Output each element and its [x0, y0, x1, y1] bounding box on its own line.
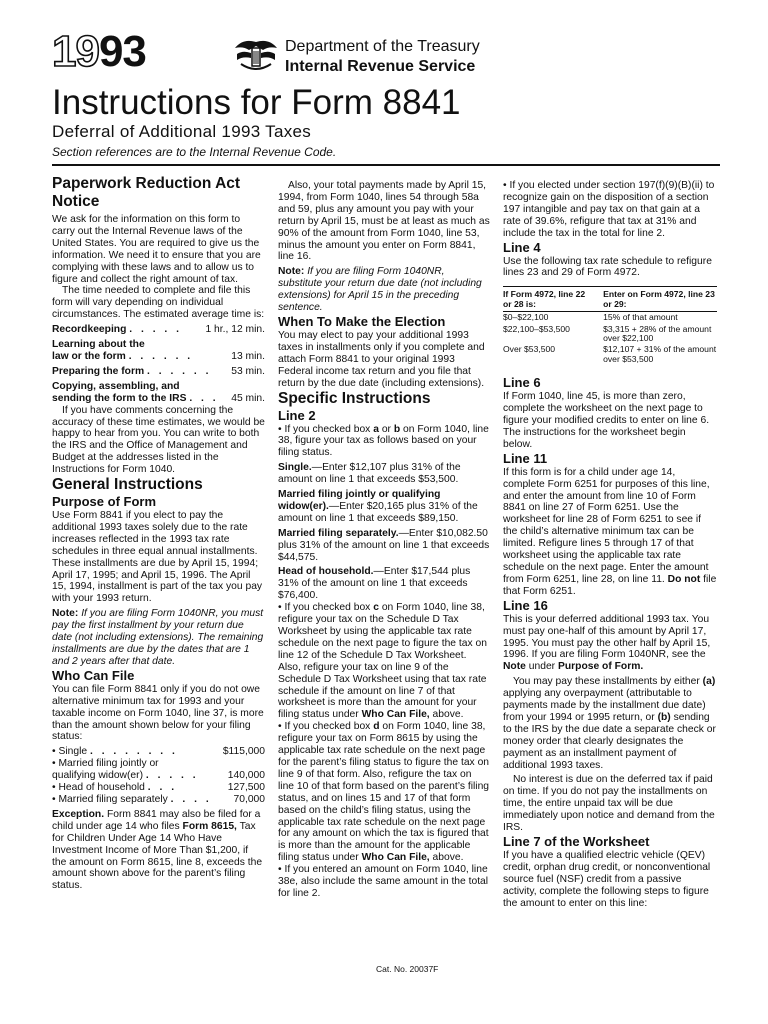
- time-row-learning: Learning about the law or the form . . . . . . 13 min.: [52, 339, 265, 362]
- table-row: $0–$22,100 15% of that amount: [503, 312, 678, 323]
- interest-paragraph: No interest is due on the deferred tax if paid on time. If you do not pay the installments on time, the entire unpaid tax will be due immediately upon notice and demand from the IRS.: [503, 774, 715, 834]
- line2-bullet-d: • If you checked box d on Form 1040, line 38, refigure your tax on Form 8615 by using the applicable tax rate schedule on the next page for the parent’s filing status to figure the tax on line 9 of that form. Also, refigure the tax on line 10 of that form based on the parent’s filing status, and on lines 15 and 17 of that form based on the child’s filing status, using the applicable tax rate schedule on the next page for any amount on which the tax is figured that is more than the amount for the applicable filing status under Who Can File, above.: [278, 721, 490, 864]
- agency-name: Internal Revenue Service: [285, 58, 476, 75]
- page-subtitle: Deferral of Additional 1993 Taxes: [52, 122, 312, 141]
- column-left: [52, 175, 265, 892]
- line11-paragraph: If this form is for a child under age 14, complete Form 6251 for purposes of this line, and enter the amount from line 10 of Form 8841 on line 27 of Form 6251. Use the worksheet for line 28 of Form 6251 to see if the child’s alternative minimum tax can be limited. Refigure lines 5 through 17 of that worksheet using the applicable tax rate schedule on the next page. Enter the amount from Form 6251, line 28, on line 11. Do not file that Form 6251.: [503, 466, 717, 597]
- line7-worksheet-heading: Line 7 of the Worksheet: [503, 834, 650, 849]
- column-right: [503, 180, 717, 910]
- line7-worksheet-paragraph: If you have a qualified electric vehicle (QEV) credit, orphan drug credit, or nonconventional source fuel (NSF) credit from a passive activity, complete the following steps to figure the amount to enter on this line:: [503, 850, 711, 909]
- section197-bullet: • If you elected under section 197(f)(9)(B)(ii) to recognize gain on the disposition of a section 197 intangible and pay tax on that gain at a rate of 39.6%, refigure that tax at 31% and include the tax in the total for line 2.: [503, 180, 715, 239]
- exception-paragraph: Exception. Form 8841 may also be filed for a child under age 14 who files Form 8615, Tax for Children Under Age 14 Who Have Investment Income of More Than $1,200, if the amount on Form 8615, line 8, exceeds the amount shown above for the parent’s filing status.: [52, 808, 263, 892]
- line16-paragraph: This is your deferred additional 1993 tax. You must pay one-half of this amount by April 17, 1995. You must pay the other half by April 15, 1996. If you are filing Form 1040NR, see the Note under Purpose of Form.: [503, 613, 711, 673]
- filing-status-mfs: • Married filing separately . . . . 70,000: [52, 793, 265, 805]
- header-divider: [52, 164, 720, 166]
- line6-heading: Line 6: [503, 375, 541, 391]
- catalog-number: Cat. No. 20037F: [376, 964, 439, 974]
- form4972-rate-table: [503, 286, 717, 365]
- purpose-note: Note: If you are filing Form 1040NR, you must pay the first installment by your return due date (not including extensions). The remaining installments are due by the dates that are 1 and 2 years after that date.: [52, 608, 264, 667]
- time-needed-paragraph: The time needed to complete and file this form will vary depending on individual circumstances. The estimated average time is:: [52, 285, 265, 321]
- tax-year: 1993: [52, 27, 146, 76]
- installments-paragraph: You may pay these installments by either (a) applying any overpayment (attributable to payments made by the installment due date) from your 1994 or 1995 return, or (b) sending to the IRS by the due date a separate check or money order that clearly designates the payment as an installment payment of additional 1993 taxes.: [503, 676, 716, 771]
- table-row: Over $53,500 $12,107 + 31% of the amount over $53,500: [503, 344, 717, 364]
- purpose-paragraph: Use Form 8841 if you elect to pay the additional 1993 taxes solely due to the rate increases reflected in the 1993 tax rate schedules in three equal annual installments. These installments are due by April 15, 1994; April 17, 1995; and April 15, 1996. The April 15, 1994, installment is part of the tax you pay with your 1993 return.: [52, 510, 263, 605]
- line11-heading: Line 11: [503, 450, 548, 466]
- table-header-cell: If Form 4972, line 22 or 28 is:: [503, 287, 589, 312]
- who-can-file-heading: Who Can File: [52, 667, 135, 683]
- when-to-elect-paragraph: You may elect to pay your additional 1993 taxes in installments only if you complete and attach Form 8841 to your original 1993 Federal income tax return and you file that return by the due date (including extensions).: [278, 329, 485, 389]
- specific-instructions-heading: Specific Instructions: [278, 389, 431, 407]
- column-middle: [278, 180, 490, 900]
- purpose-heading: Purpose of Form: [52, 494, 157, 510]
- total-payments-paragraph: Also, your total payments made by April 15, 1994, from Form 1040, lines 54 through 58a and 59, plus any amount you pay with your return by April 15, must be at least as much as 90% of the amount from Form 1040, line 53, minus the amount you enter on Form 8841, line 16.: [278, 180, 490, 263]
- line4-heading: Line 4: [503, 239, 541, 255]
- page-title: Instructions for Form 8841: [52, 83, 461, 122]
- col2-note: Note: If you are filing Form 1040NR, substitute your return due date (not including extensions) for April 15 in the preceding sentence.: [278, 266, 482, 314]
- rate-hoh: Head of household.—Enter $17,544 plus 31% of the amount on line 1 that exceeds $76,400.: [278, 566, 471, 602]
- time-row-recordkeeping: Recordkeeping . . . . . 1 hr., 12 min.: [52, 324, 265, 336]
- rate-mfj: Married filing jointly or qualifying widow(er).—Enter $20,165 plus 31% of the amount on line 1 that exceeds $89,150.: [278, 489, 478, 524]
- line6-paragraph: If Form 1040, line 45, is more than zero, complete the worksheet on the next page to figure your modified credits to enter on line 6. The instructions for the worksheet begin below.: [503, 391, 710, 450]
- line2-bullet-38e: • If you entered an amount on Form 1040, line 38e, also include the same amount in the total for line 2.: [278, 864, 489, 899]
- rate-single: Single.—Enter $12,107 plus 31% of the amount on line 1 that exceeds $53,500.: [278, 462, 461, 486]
- line4-paragraph: Use the following tax rate schedule to refigure lines 23 and 29 of Form 4972.: [503, 255, 712, 279]
- rate-mfs: Married filing separately.—Enter $10,082.50 plus 31% of the amount on line 1 that exceeds $44,575.: [278, 527, 490, 563]
- table-header-cell: Enter on Form 4972, line 23 or 29:: [589, 287, 717, 312]
- filing-status-single: • Single . . . . . . . . $115,000: [52, 746, 265, 758]
- line2-bullet-c: • If you checked box c on Form 1040, line 38, refigure your tax on the Schedule D Tax Worksheet by using the applicable tax rate schedule on the next page to figure the tax on line 12 of the Schedule D Tax Worksheet. Also, refigure your tax on line 9 of the Schedule D Tax Worksheet using that tax rate schedule if the amount on line 7 of that worksheet is more than the amount for your filing status under Who Can File, above.: [278, 602, 487, 721]
- who-can-file-paragraph: You can file Form 8841 only if you do not owe alternative minimum tax for 1993 and your taxable income on Form 1040, line 37, is more than the amount shown below for your filing status:: [52, 683, 264, 743]
- table-row: $22,100–$53,500 $3,315 + 28% of the amount over $22,100: [503, 323, 712, 343]
- general-instructions-heading: General Instructions: [52, 476, 203, 494]
- paperwork-paragraph: We ask for the information on this form to carry out the Internal Revenue laws of the United States. You are required to give us the information. We need it to ensure that you are complying with these laws and to allow us to figure and collect the right amount of tax.: [52, 214, 261, 285]
- time-row-copying: Copying, assembling, and sending the form to the IRS . . . 45 min.: [52, 380, 265, 404]
- section-reference-note: Section references are to the Internal Revenue Code.: [52, 145, 337, 159]
- line16-heading: Line 16: [503, 597, 548, 613]
- irs-eagle-logo-icon: [231, 34, 281, 74]
- paperwork-heading: Paperwork Reduction Act Notice: [52, 175, 241, 210]
- department-name: Department of the Treasury: [285, 38, 480, 55]
- when-to-elect-heading: When To Make the Election: [278, 313, 446, 329]
- line2-heading: Line 2: [278, 407, 316, 423]
- line2-bullet-ab: • If you checked box a or b on Form 1040, line 38, figure your tax as follows based on your filing status.: [278, 423, 489, 459]
- time-row-preparing: Preparing the form . . . . . . 53 min.: [52, 365, 265, 377]
- filing-status-mfj: • Married filing jointly or qualifying widow(er) . . . . . 140,000: [52, 758, 265, 782]
- filing-status-hoh: • Head of household . . . 127,500: [52, 782, 265, 794]
- comments-paragraph: If you have comments concerning the accuracy of these time estimates, we would be happy to hear from you. You can write to both the IRS and the Office of Management and Budget at the addresses listed in the Instructions for Form 1040.: [52, 404, 265, 476]
